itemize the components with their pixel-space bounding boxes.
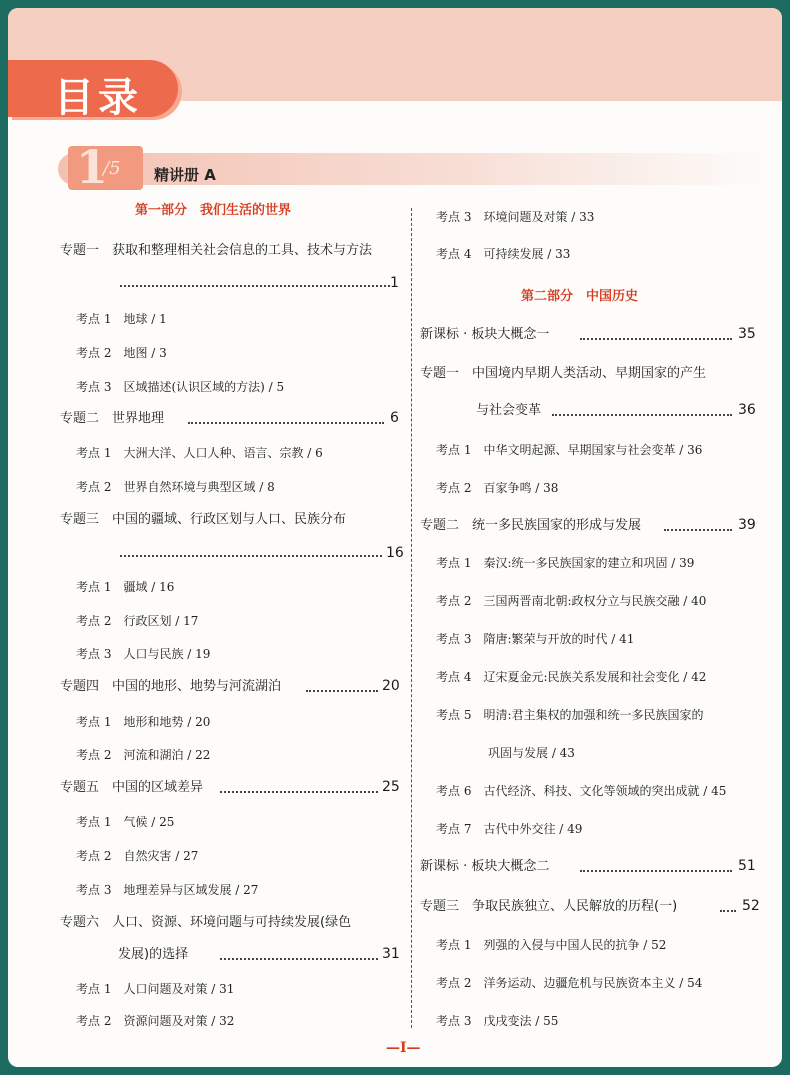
- footer-page-number: —I—: [386, 1040, 421, 1056]
- page-number: 16: [386, 545, 404, 561]
- toc-entry[interactable]: 考点 3 地理差异与区域发展 / 27: [76, 883, 259, 897]
- toc-entry[interactable]: 考点 2 资源问题及对策 / 32: [76, 1014, 235, 1028]
- toc-topic-cont[interactable]: 发展)的选择: [118, 947, 189, 962]
- toc-entry[interactable]: 考点 6 古代经济、科技、文化等领域的突出成就 / 45: [436, 784, 727, 798]
- toc-entry[interactable]: 考点 1 疆域 / 16: [76, 580, 175, 594]
- toc-entry[interactable]: 考点 3 隋唐:繁荣与开放的时代 / 41: [436, 632, 635, 646]
- leader-dots: [306, 690, 378, 692]
- page-number: 20: [382, 678, 400, 694]
- toc-entry[interactable]: 考点 7 古代中外交往 / 49: [436, 822, 583, 836]
- column-divider: [411, 208, 412, 1028]
- toc-topic[interactable]: 专题一 获取和整理相关社会信息的工具、技术与方法: [60, 243, 373, 258]
- page-number: 52: [742, 898, 760, 914]
- leader-dots: [188, 422, 384, 424]
- toc-topic[interactable]: 专题二 世界地理: [60, 411, 165, 426]
- leader-dots: [664, 529, 732, 531]
- toc-entry[interactable]: 考点 1 地形和地势 / 20: [76, 715, 211, 729]
- page-number: 51: [738, 858, 756, 874]
- toc-entry[interactable]: 考点 2 百家争鸣 / 38: [436, 481, 559, 495]
- toc-entry[interactable]: 考点 2 地图 / 3: [76, 346, 167, 360]
- page-number: 1: [390, 275, 399, 291]
- toc-entry[interactable]: 考点 3 人口与民族 / 19: [76, 647, 211, 661]
- toc-topic[interactable]: 专题三 中国的疆域、行政区划与人口、民族分布: [60, 512, 347, 527]
- toc-entry[interactable]: 考点 3 环境问题及对策 / 33: [436, 210, 595, 224]
- toc-topic[interactable]: 专题二 统一多民族国家的形成与发展: [420, 518, 642, 533]
- toc-section[interactable]: 新课标 · 板块大概念一: [420, 327, 550, 342]
- part-heading: 第二部分 中国历史: [521, 289, 639, 304]
- toc-entry[interactable]: 考点 1 人口问题及对策 / 31: [76, 982, 235, 996]
- toc-topic[interactable]: 专题五 中国的区域差异: [60, 780, 204, 795]
- toc-entry[interactable]: 考点 1 地球 / 1: [76, 312, 167, 326]
- page-number: 6: [390, 410, 399, 426]
- leader-dots: [720, 910, 736, 912]
- toc-entry[interactable]: 考点 3 戊戌变法 / 55: [436, 1014, 559, 1028]
- leader-dots: [220, 791, 378, 793]
- leader-dots: [120, 555, 382, 557]
- toc-section[interactable]: 新课标 · 板块大概念二: [420, 859, 550, 874]
- page-sheet: [8, 8, 782, 1067]
- toc-entry[interactable]: 考点 1 秦汉:统一多民族国家的建立和巩固 / 39: [436, 556, 695, 570]
- toc-entry[interactable]: 考点 1 中华文明起源、早期国家与社会变革 / 36: [436, 443, 703, 457]
- volume-number: 1: [76, 140, 109, 194]
- toc-topic[interactable]: 专题三 争取民族独立、人民解放的历程(一): [420, 899, 678, 914]
- toc-entry-cont[interactable]: 巩固与发展 / 43: [488, 746, 575, 760]
- toc-entry[interactable]: 考点 2 行政区划 / 17: [76, 614, 199, 628]
- toc-entry[interactable]: 考点 4 可持续发展 / 33: [436, 247, 571, 261]
- leader-dots: [580, 870, 732, 872]
- toc-entry[interactable]: 考点 2 河流和湖泊 / 22: [76, 748, 211, 762]
- toc-entry[interactable]: 考点 1 列强的入侵与中国人民的抗争 / 52: [436, 938, 667, 952]
- toc-entry[interactable]: 考点 1 大洲大洋、人口人种、语言、宗教 / 6: [76, 446, 323, 460]
- leader-dots: [580, 338, 732, 340]
- leader-dots: [220, 958, 378, 960]
- page-number: 39: [738, 517, 756, 533]
- toc-topic-cont[interactable]: 与社会变革: [476, 403, 542, 418]
- toc-entry[interactable]: 考点 4 辽宋夏金元:民族关系发展和社会变化 / 42: [436, 670, 707, 684]
- toc-topic[interactable]: 专题四 中国的地形、地势与河流湖泊: [60, 679, 282, 694]
- leader-dots: [552, 414, 732, 416]
- page-number: 35: [738, 326, 756, 342]
- leader-dots: [120, 285, 390, 287]
- volume-fraction: /5: [103, 158, 121, 179]
- toc-entry[interactable]: 考点 2 世界自然环境与典型区域 / 8: [76, 480, 275, 494]
- toc-entry[interactable]: 考点 2 三国两晋南北朝:政权分立与民族交融 / 40: [436, 594, 707, 608]
- page-number: 31: [382, 946, 400, 962]
- toc-entry[interactable]: 考点 1 气候 / 25: [76, 815, 175, 829]
- page-number: 36: [738, 402, 756, 418]
- toc-topic[interactable]: 专题一 中国境内早期人类活动、早期国家的产生: [420, 366, 707, 381]
- page-title: 目录: [54, 75, 142, 121]
- page-number: 25: [382, 779, 400, 795]
- toc-entry[interactable]: 考点 2 洋务运动、边疆危机与民族资本主义 / 54: [436, 976, 703, 990]
- toc-entry[interactable]: 考点 3 区域描述(认识区域的方法) / 5: [76, 380, 285, 394]
- toc-entry[interactable]: 考点 2 自然灾害 / 27: [76, 849, 199, 863]
- volume-title: 精讲册 A: [154, 166, 216, 184]
- part-heading: 第一部分 我们生活的世界: [135, 203, 292, 218]
- toc-topic[interactable]: 专题六 人口、资源、环境问题与可持续发展(绿色: [60, 915, 352, 930]
- title-banner: [8, 60, 178, 121]
- toc-entry[interactable]: 考点 5 明清:君主集权的加强和统一多民族国家的: [436, 708, 704, 722]
